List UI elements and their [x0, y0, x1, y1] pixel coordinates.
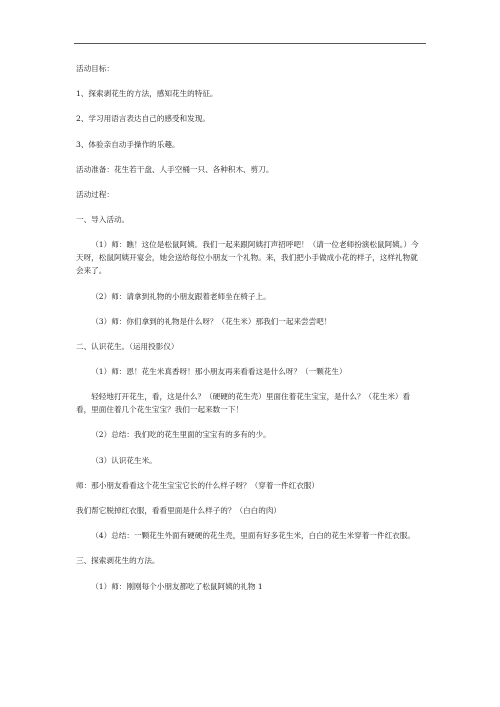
paragraph: 三、探索剥花生的方法。 [76, 556, 160, 566]
paragraph: 2、学习用语言表达自己的感受和发现。 [76, 114, 210, 124]
paragraph: （3）认识花生米。 [91, 455, 157, 465]
paragraph: （4）总结：一颗花生外面有硬硬的花生壳，里面有好多花生米，白白的花生米穿着一件红衣服。 [91, 531, 415, 541]
paragraph: 活动准备：花生若干盘、人手空桶一只、各种积木、剪刀。 [76, 164, 274, 174]
paragraph: 我们帮它脱掉红衣服，看看里面是什么样子的？（白白的肉） [76, 506, 282, 515]
paragraph: （2）师：请拿到礼物的小朋友跟着老师坐在椅子上。 [91, 291, 271, 301]
paragraph: 轻轻地打开花生，看，这是什么？（硬硬的花生壳）里面住着花生宝宝，是什么？（花生米）看看，里面住着几个花生宝宝？我们一起来数一下！ [76, 392, 411, 415]
header-rule [74, 43, 426, 44]
paragraph: （3）师：你们拿到的礼物是什么呀？（花生米）那我们一起来尝尝吧！ [91, 316, 332, 326]
paragraph: 一、导入活动。 [76, 215, 130, 225]
paragraph: 1、探索剥花生的方法，感知花生的特征。 [76, 89, 218, 99]
paragraph: 活动目标： [76, 64, 114, 73]
paragraph: 师：那小朋友看看这个花生宝宝它长的什么样子呀？（穿着一件红衣服） [76, 480, 319, 490]
paragraph: 3、体验亲自动手操作的乐趣。 [76, 139, 180, 149]
paragraph: （1）师：恩！花生米真香呀！那小朋友再来看看这是什么呀？（一颗花生） [91, 367, 347, 377]
paragraph: 二、认识花生。（运用投影仪） [76, 341, 179, 351]
document-body [76, 62, 425, 605]
paragraph: 活动过程： [76, 189, 114, 199]
paragraph: （2）总结：我们吃的花生里面的宝宝有的多有的少。 [91, 430, 271, 440]
paragraph: （1）师：瞧！这位是松鼠阿姨。我们一起来跟阿姨打声招呼吧！（请一位老师扮演松鼠阿姨。）今天呀，松鼠阿姨开宴会，她会送给每位小朋友一个礼物。来，我们把小手做成小花的样子，这样礼物就会来了。 [76, 240, 419, 276]
paragraph: （1）师：刚刚每个小朋友都吃了松鼠阿姨的礼物 1 [91, 581, 263, 591]
